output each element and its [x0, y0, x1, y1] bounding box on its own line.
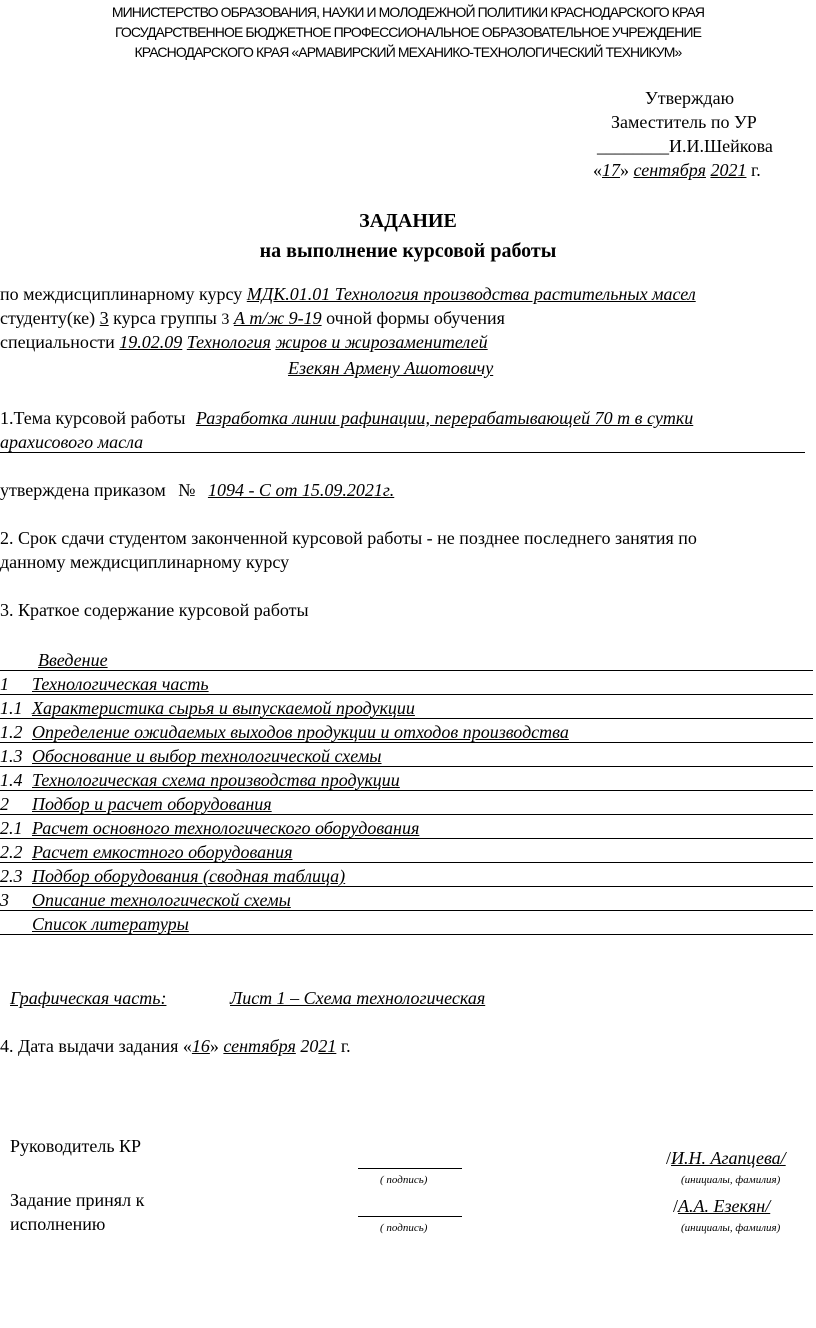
content-item-fill-line	[0, 742, 813, 743]
group-label: курса группы	[113, 308, 217, 328]
approve-label: Утверждаю	[645, 88, 735, 108]
content-item	[0, 650, 813, 674]
ministry-header-line2: ГОСУДАРСТВЕННОЕ БЮДЖЕТНОЕ ПРОФЕССИОНАЛЬНОЕ ОБРАЗОВАТЕЛЬНОЕ УЧРЕЖДЕНИЕ	[114, 24, 702, 40]
topic-line1	[0, 408, 693, 429]
content-item	[0, 746, 813, 770]
content-item-text: Расчет емкостного оборудования	[32, 842, 293, 862]
approver-position: Заместитель по УР	[611, 112, 757, 132]
student-name: Езекян Армену Ашотовичу	[288, 358, 494, 378]
content-item	[0, 914, 813, 938]
content-item-number: 2.3	[0, 866, 23, 886]
content-item-text: Определение ожидаемых выходов продукции и отходов производства	[32, 722, 569, 742]
content-item-text: Характеристика сырья и выпускаемой продукции	[32, 698, 415, 718]
supervisor-name: И.Н. Агапцева/	[671, 1148, 786, 1168]
content-item-text: Введение	[38, 650, 108, 670]
content-item-fill-line	[0, 790, 813, 791]
course-line	[0, 284, 696, 305]
content-item-text: Расчет основного технологического оборудования	[32, 818, 420, 838]
order-line	[0, 480, 394, 501]
approval-year: 2021	[710, 160, 747, 180]
student-line	[0, 308, 505, 329]
specialty-word: Технология	[186, 332, 271, 352]
ministry-header-line3: КРАСНОДАРСКОГО КРАЯ «АРМАВИРСКИЙ МЕХАНИКО-ТЕХНОЛОГИЧЕСКИЙ ТЕХНИКУМ»	[134, 44, 682, 60]
topic-value-line1: Разработка линии рафинации, перерабатывающей 70 т в сутки	[195, 408, 694, 428]
approval-year-suffix: г.	[750, 160, 761, 180]
content-item-text: Список литературы	[32, 914, 189, 934]
content-item-number: 3	[0, 890, 9, 910]
content-item	[0, 818, 813, 842]
content-item-text: Технологическая часть	[32, 674, 209, 694]
content-item	[0, 890, 813, 914]
content-item-fill-line	[0, 862, 813, 863]
issue-date-line	[0, 1036, 351, 1057]
approval-date	[593, 160, 761, 181]
content-item-fill-line	[0, 886, 813, 887]
specialty-code: 19.02.09	[119, 332, 183, 352]
course-label: по междисциплинарному курсу	[0, 284, 243, 304]
order-label: утверждена приказом	[0, 480, 166, 500]
content-item-number: 1.4	[0, 770, 23, 790]
student-slash: /	[673, 1196, 679, 1216]
topic-line2: арахисового масла	[0, 432, 144, 452]
approver-signature-line	[597, 136, 773, 157]
issue-g: г.	[340, 1036, 351, 1056]
content-item-fill-line	[0, 934, 813, 935]
content-item-number: 2.2	[0, 842, 23, 862]
content-item	[0, 866, 813, 890]
approval-open-quote: «	[593, 160, 602, 180]
content-item	[0, 842, 813, 866]
content-item-number: 1.3	[0, 746, 23, 766]
content-item-fill-line	[0, 766, 813, 767]
supervisor-initials-caption: (инициалы, фамилия)	[681, 1174, 781, 1186]
form-label: очной формы обучения	[326, 308, 505, 328]
content-item	[0, 770, 813, 794]
topic-label: 1.Тема курсовой работы	[0, 408, 186, 428]
document-subtitle: на выполнение курсовой работы	[259, 240, 557, 262]
group-value: А т/ж 9-19	[233, 308, 322, 328]
specialty-rest: жиров и жирозаменителей	[275, 332, 488, 352]
content-item-number: 2.1	[0, 818, 23, 838]
supervisor-slash: /	[666, 1148, 672, 1168]
issue-month: сентября	[223, 1036, 296, 1056]
issue-year-prefix: 20	[300, 1036, 319, 1056]
approver-name: И.И.Шейкова	[669, 136, 773, 156]
approval-close-quote: »	[620, 160, 629, 180]
course-value: МДК.01.01 Технология производства растительных масел	[246, 284, 696, 304]
student-signature-caption: ( подпись)	[380, 1222, 428, 1234]
approval-month: сентября	[633, 160, 706, 180]
content-item-text: Подбор и расчет оборудования	[32, 794, 272, 814]
issue-close-quote: »	[209, 1036, 219, 1056]
supervisor-label: Руководитель КР	[10, 1136, 142, 1156]
content-item	[0, 674, 813, 698]
content-item	[0, 794, 813, 818]
supervisor-name-line	[666, 1148, 786, 1169]
ministry-header-line1: МИНИСТЕРСТВО ОБРАЗОВАНИЯ, НАУКИ И МОЛОДЕЖНОЙ ПОЛИТИКИ КРАСНОДАРСКОГО КРАЯ	[111, 4, 705, 20]
issue-day: 16	[191, 1036, 210, 1056]
content-item-fill-line	[0, 838, 813, 839]
group-number: 3	[221, 311, 230, 328]
student-signature-line	[358, 1216, 462, 1217]
content-item-fill-line	[0, 670, 813, 671]
content-item-fill-line	[0, 718, 813, 719]
order-num-sign: №	[178, 480, 196, 500]
approval-day: 17	[602, 160, 620, 180]
supervisor-signature-caption: ( подпись)	[380, 1174, 428, 1186]
deadline-line2: данному междисциплинарному курсу	[0, 552, 290, 572]
content-item-number: 1	[0, 674, 9, 694]
graphic-value: Лист 1 – Схема технологическая	[230, 988, 486, 1008]
content-item-fill-line	[0, 694, 813, 695]
topic-underline	[0, 452, 805, 453]
accepted-label-line1: Задание принял к	[10, 1190, 145, 1210]
course-number: 3	[99, 308, 109, 328]
content-item-number: 2	[0, 794, 9, 814]
content-item-fill-line	[0, 910, 813, 911]
specialty-line	[0, 332, 488, 353]
document-title: ЗАДАНИЕ	[359, 210, 457, 232]
issue-year-suffix: 21	[318, 1036, 337, 1056]
graphic-label: Графическая часть:	[10, 988, 167, 1008]
content-item-text: Описание технологической схемы	[32, 890, 291, 910]
student-label: студенту(ке)	[0, 308, 96, 328]
content-item-text: Технологическая схема производства продукции	[32, 770, 400, 790]
content-item-text: Подбор оборудования (сводная таблица)	[32, 866, 346, 886]
supervisor-signature-line	[358, 1168, 462, 1169]
student-sign-name: А.А. Езекян/	[678, 1196, 771, 1216]
specialty-label: специальности	[0, 332, 115, 352]
accepted-label-line2: исполнению	[10, 1214, 106, 1234]
approver-blank: ________	[597, 136, 669, 156]
order-value: 1094 - С от 15.09.2021г.	[207, 480, 395, 500]
student-initials-caption: (инициалы, фамилия)	[681, 1222, 781, 1234]
content-item-number: 1.2	[0, 722, 23, 742]
content-heading: 3. Краткое содержание курсовой работы	[0, 600, 309, 620]
content-item-number: 1.1	[0, 698, 23, 718]
content-item-text: Обоснование и выбор технологической схемы	[32, 746, 382, 766]
content-item	[0, 722, 813, 746]
deadline-line1: 2. Срок сдачи студентом законченной курсовой работы - не позднее последнего занятия по	[0, 528, 697, 548]
content-item	[0, 698, 813, 722]
content-item-fill-line	[0, 814, 813, 815]
student-sign-name-line	[673, 1196, 770, 1217]
issue-label: 4. Дата выдачи задания «	[0, 1036, 192, 1056]
